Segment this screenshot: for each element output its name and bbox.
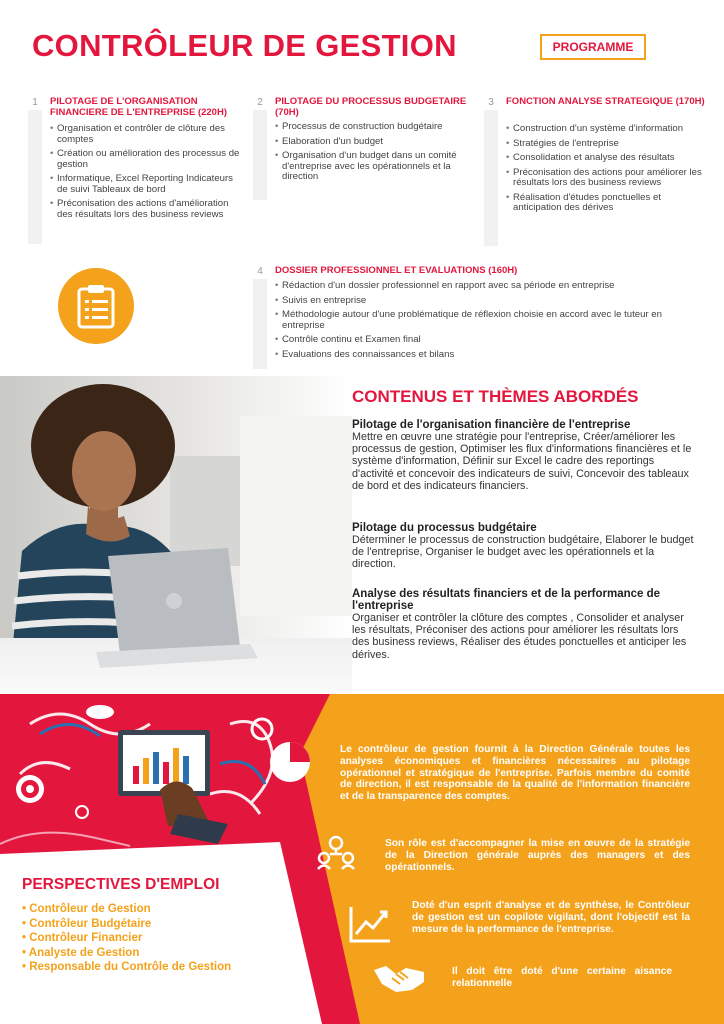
list-item: • Responsable du Contrôle de Gestion	[22, 960, 231, 975]
list-item: • Processus de construction budgétaire	[275, 122, 465, 133]
list-item: • Evaluations des connaissances et bilans	[275, 350, 695, 361]
team-icon	[316, 834, 356, 875]
list-item: • Suivis en entreprise	[275, 296, 695, 307]
pie-chart-icon	[270, 742, 310, 782]
module-3-bar	[484, 110, 498, 246]
list-item: • Consolidation et analyse des résultats	[506, 153, 706, 164]
list-item: • Création ou amélioration des processus de gestion	[50, 149, 246, 170]
module-4-list	[275, 281, 695, 364]
list-item: • Construction d'un système d'information	[506, 124, 706, 135]
module-3-number: 3	[488, 97, 494, 108]
module-2-bar	[253, 110, 267, 200]
list-item: • Contrôleur Budgétaire	[22, 917, 231, 932]
perspectives-title: PERSPECTIVES D'EMPLOI	[22, 876, 220, 893]
list-item: • Préconisation des actions pour améliorer les résultats lors des business reviews	[506, 168, 706, 189]
topic-title: Analyse des résultats financiers et de la performance de l'entreprise	[352, 588, 661, 612]
programme-badge: PROGRAMME	[540, 34, 646, 60]
topic-1	[352, 419, 698, 492]
page-title: CONTRÔLEUR DE GESTION	[32, 28, 457, 63]
target-icon	[16, 775, 44, 803]
list-item: • Contrôleur Financier	[22, 931, 231, 946]
clipboard-icon	[58, 268, 134, 344]
module-1-list	[50, 124, 246, 224]
description-4: Il doit être doté d'une certaine aisance relationnelle	[452, 966, 672, 989]
handshake-icon	[372, 960, 426, 1001]
list-item: • Organisation et contrôler de clôture des comptes	[50, 124, 246, 145]
list-item: • Préconisation des actions d'amélioration des résultats lors des business reviews	[50, 199, 246, 220]
contenus-title: CONTENUS ET THÈMES ABORDÉS	[352, 387, 639, 406]
list-item: • Rédaction d'un dossier professionnel en rapport avec sa période en entreprise	[275, 281, 695, 292]
description-2: Son rôle est d'accompagner la mise en œuvre de la stratégie de la Direction générale auprès des managers et des opérationnels.	[385, 838, 690, 873]
module-4-bar	[253, 279, 267, 369]
topic-title: Pilotage de l'organisation financière de l'entreprise	[352, 419, 631, 431]
topic-2	[352, 522, 698, 571]
topic-text: Organiser et contrôler la clôture des comptes , Consolider et analyser les résultats, Préconiser des actions pour améliorer les résultats lors des business reviews, Réaliser des études ponctuelles et anticiper les dérives.	[352, 612, 687, 661]
module-3-list	[506, 124, 706, 218]
list-item: • Informatique, Excel Reporting Indicateurs de suivi Tableaux de bord	[50, 174, 246, 195]
list-item: • Organisation d'un budget dans un comité d'entreprise avec les opérationnels et la direction	[275, 151, 465, 183]
module-2-number: 2	[257, 97, 263, 108]
module-4-number: 4	[257, 266, 263, 277]
list-item: • Réalisation d'études ponctuelles et anticipation des dérives	[506, 193, 706, 214]
growth-chart-icon	[348, 904, 392, 949]
description-1: Le contrôleur de gestion fournit à la Direction Générale toutes les analyses économiques et financières nécessaires au pilotage opérationnel et stratégique de l'entreprise. Parfois membre du comité de direction, il est responsable de la qualité de l'information financière et de la transparence des comptes.	[340, 744, 690, 803]
module-3-title: FONCTION ANALYSE STRATEGIQUE (170H)	[506, 96, 705, 107]
list-item: • Stratégies de l'entreprise	[506, 139, 706, 150]
module-4-title: DOSSIER PROFESSIONNEL ET EVALUATIONS (160H)	[275, 265, 518, 276]
topic-title: Pilotage du processus budgétaire	[352, 522, 537, 534]
module-2-title: PILOTAGE DU PROCESSUS BUDGETAIRE (70H)	[275, 96, 467, 118]
list-item: • Contrôle continu et Examen final	[275, 335, 695, 346]
topic-text: Déterminer le processus de construction budgétaire, Elaborer le budget de l'entreprise, Organiser le budget avec les opérationnels et la direction.	[352, 534, 694, 571]
list-item: • Elaboration d'un budget	[275, 137, 465, 148]
list-item: • Contrôleur de Gestion	[22, 902, 231, 917]
topic-text: Mettre en œuvre une stratégie pour l'entreprise, Créer/améliorer les processus de gestion, Optimiser les flux d'informations financières et le système d'information, Définir sur Excel le cadre des reportings d'activité et concevoir des indicateurs de suivi, Concevoir des tableaux de bord et des indicateurs financiers.	[352, 431, 692, 492]
module-2-list	[275, 122, 465, 187]
perspectives-list	[22, 902, 231, 975]
module-1-bar	[28, 110, 42, 244]
list-item: • Analyste de Gestion	[22, 946, 231, 961]
list-item: • Méthodologie autour d'une problématique de réflexion choisie en accord avec le tuteur en entreprise	[275, 310, 675, 331]
module-1-title: PILOTAGE DE L'ORGANISATION FINANCIERE DE L'ENTREPRISE (220H)	[50, 96, 227, 118]
module-1-number: 1	[32, 97, 38, 108]
description-3: Doté d'un esprit d'analyse et de synthèse, le Contrôleur de gestion est un copilote vigilant, dont l'objectif est la mesure de la performance de l'entreprise.	[412, 900, 690, 935]
woman-laptop-photo	[0, 376, 352, 694]
topic-3	[352, 588, 698, 661]
